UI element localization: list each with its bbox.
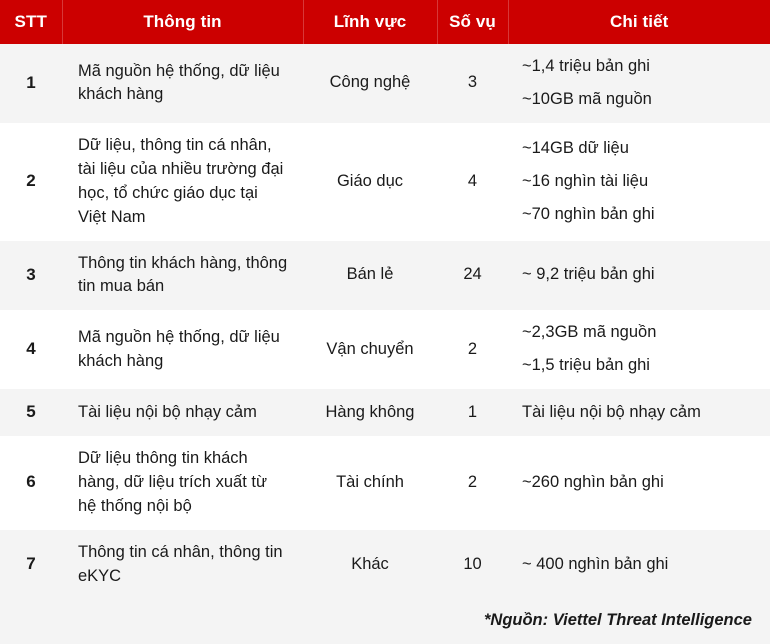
table-body	[0, 44, 770, 599]
table-row	[0, 436, 770, 530]
detail-line: ~2,3GB mã nguồn	[522, 323, 657, 342]
detail-line: ~1,5 triệu bản ghi	[522, 356, 650, 375]
detail-line: Tài liệu nội bộ nhạy cảm	[522, 402, 701, 421]
cell-count: 1	[437, 389, 508, 436]
cell-field: Khác	[303, 530, 437, 600]
detail-line: ~ 400 nghìn bản ghi	[522, 554, 669, 573]
column-header-field: Lĩnh vực	[303, 0, 437, 44]
cell-count: 3	[437, 44, 508, 123]
detail-line: ~16 nghìn tài liệu	[522, 171, 649, 190]
cell-detail	[508, 241, 770, 311]
column-header-detail: Chi tiết	[508, 0, 770, 44]
cell-stt: 1	[0, 44, 62, 123]
cell-field: Công nghệ	[303, 44, 437, 123]
cell-info: Mã nguồn hệ thống, dữ liệu khách hàng	[62, 310, 303, 389]
cell-field: Giáo dục	[303, 123, 437, 241]
cell-detail	[508, 310, 770, 389]
detail-line: ~70 nghìn bản ghi	[522, 204, 655, 223]
cell-stt: 3	[0, 241, 62, 311]
table-row	[0, 310, 770, 389]
cell-info: Mã nguồn hệ thống, dữ liệu khách hàng	[62, 44, 303, 123]
detail-line: ~10GB mã nguồn	[522, 89, 652, 108]
cell-detail	[508, 436, 770, 530]
cell-detail	[508, 389, 770, 436]
table-header-row	[0, 0, 770, 44]
cell-field: Hàng không	[303, 389, 437, 436]
cell-count: 24	[437, 241, 508, 311]
cell-info: Thông tin cá nhân, thông tin eKYC	[62, 530, 303, 600]
table-source-note: *Nguồn: Viettel Threat Intelligence	[0, 599, 770, 644]
detail-line: ~14GB dữ liệu	[522, 138, 629, 157]
detail-line: ~1,4 triệu bản ghi	[522, 57, 650, 75]
cell-stt: 6	[0, 436, 62, 530]
cell-field: Vận chuyển	[303, 310, 437, 389]
cell-detail	[508, 123, 770, 241]
cell-info: Dữ liệu, thông tin cá nhân, tài liệu của nhiều trường đại học, tổ chức giáo dục tại Việt Nam	[62, 123, 303, 241]
column-header-info: Thông tin	[62, 0, 303, 44]
cell-field: Tài chính	[303, 436, 437, 530]
table-row	[0, 44, 770, 123]
table-row	[0, 241, 770, 311]
cell-info: Thông tin khách hàng, thông tin mua bán	[62, 241, 303, 311]
table-row	[0, 530, 770, 600]
column-header-count: Số vụ	[437, 0, 508, 44]
cell-info: Tài liệu nội bộ nhạy cảm	[62, 389, 303, 436]
cell-stt: 4	[0, 310, 62, 389]
cell-field: Bán lẻ	[303, 241, 437, 311]
table-header	[0, 0, 770, 44]
cell-stt: 2	[0, 123, 62, 241]
cell-detail	[508, 44, 770, 123]
cell-info: Dữ liệu thông tin khách hàng, dữ liệu trích xuất từ hệ thống nội bộ	[62, 436, 303, 530]
table-row	[0, 389, 770, 436]
detail-line: ~ 9,2 triệu bản ghi	[522, 265, 655, 284]
cell-count: 2	[437, 436, 508, 530]
cell-detail	[508, 530, 770, 600]
cell-stt: 7	[0, 530, 62, 600]
column-header-stt: STT	[0, 0, 62, 44]
table-row	[0, 123, 770, 241]
cell-count: 4	[437, 123, 508, 241]
cell-count: 10	[437, 530, 508, 600]
cell-stt: 5	[0, 389, 62, 436]
detail-line: ~260 nghìn bản ghi	[522, 472, 664, 491]
cell-count: 2	[437, 310, 508, 389]
